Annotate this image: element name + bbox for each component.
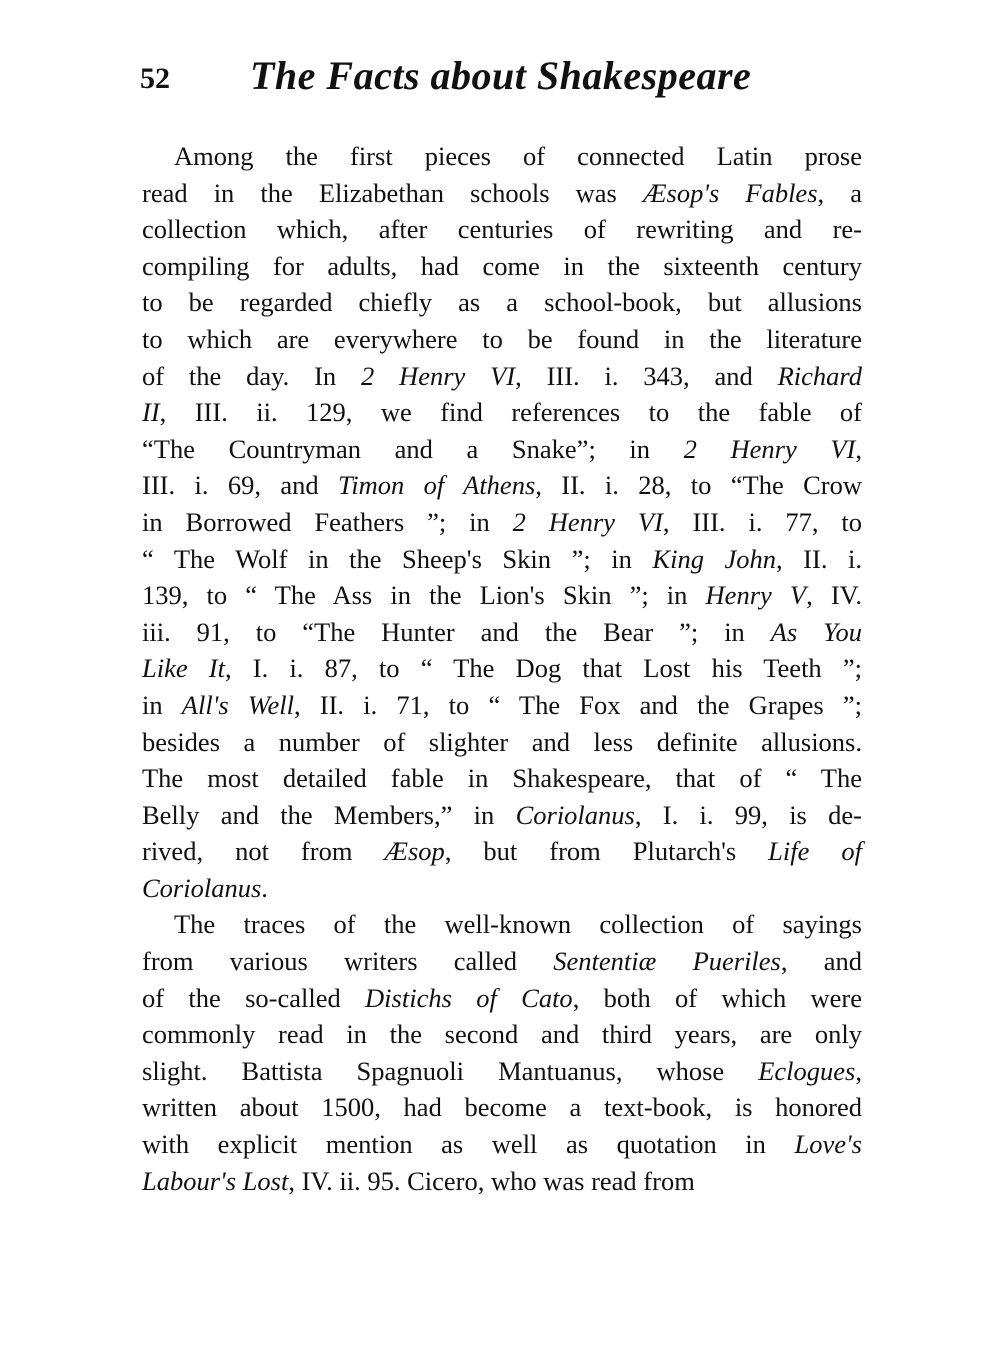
text-run: III. i. 69, and bbox=[142, 470, 338, 501]
paragraph bbox=[142, 906, 862, 1199]
italic-text: Coriolanus bbox=[515, 799, 635, 830]
italic-text: Labour's Lost bbox=[142, 1165, 289, 1196]
text-run: to which are everywhere to be found in the literature bbox=[142, 323, 862, 354]
text-run: “The Countryman and a Snake”; in bbox=[142, 433, 684, 464]
italic-text: King John bbox=[652, 543, 777, 574]
italic-text: Eclogues bbox=[758, 1055, 856, 1086]
text-line bbox=[142, 321, 862, 358]
text-run: rived, not from bbox=[142, 836, 385, 867]
text-line bbox=[142, 504, 862, 541]
body-text bbox=[142, 138, 862, 1199]
text-run: . bbox=[261, 872, 268, 903]
text-run: , III. i. 77, to bbox=[662, 506, 862, 537]
italic-text: Henry V bbox=[705, 580, 807, 611]
text-line bbox=[142, 467, 862, 504]
italic-text: 2 Henry VI bbox=[683, 433, 856, 464]
text-run: from various writers called bbox=[142, 946, 554, 977]
italic-text: Coriolanus bbox=[142, 872, 262, 903]
text-line bbox=[142, 1163, 862, 1200]
text-run: , I. i. 87, to “ The Dog that Lost his Teeth ”; bbox=[225, 653, 862, 684]
running-title: The Facts about Shakespeare bbox=[250, 53, 752, 98]
text-line bbox=[142, 724, 862, 761]
text-run: The traces of the well-known collection of sayings bbox=[174, 909, 862, 940]
text-line bbox=[142, 906, 862, 943]
text-run: , and bbox=[780, 946, 862, 977]
page-number: 52 bbox=[140, 62, 170, 95]
text-run: besides a number of slighter and less definite allusions. bbox=[142, 726, 862, 757]
text-line bbox=[142, 138, 862, 175]
italic-text: 2 Henry VI bbox=[512, 506, 663, 537]
text-run: , both of which were bbox=[572, 982, 862, 1013]
text-run: collection which, after centuries of rewriting and re- bbox=[142, 214, 862, 245]
text-line bbox=[142, 943, 862, 980]
text-line bbox=[142, 541, 862, 578]
text-line bbox=[142, 980, 862, 1017]
text-line bbox=[142, 870, 862, 907]
text-run: , II. i. 28, to “The Crow bbox=[535, 470, 862, 501]
text-line bbox=[142, 431, 862, 468]
italic-text: II bbox=[142, 397, 160, 428]
text-run: , III. ii. 129, we find references to the fable of bbox=[159, 397, 862, 428]
text-run: written about 1500, had become a text-book, is honored bbox=[142, 1092, 862, 1123]
text-run: Belly and the Members,” in bbox=[142, 799, 516, 830]
italic-text: Love's bbox=[794, 1129, 862, 1160]
italic-text: 2 Henry VI bbox=[360, 360, 516, 391]
text-line bbox=[142, 760, 862, 797]
text-line bbox=[142, 1053, 862, 1090]
text-run: slight. Battista Spagnuoli Mantuanus, whose bbox=[142, 1055, 759, 1086]
text-run: , but from Plutarch's bbox=[444, 836, 769, 867]
italic-text: Like It bbox=[142, 653, 225, 684]
text-line bbox=[142, 797, 862, 834]
text-line bbox=[142, 1016, 862, 1053]
text-line bbox=[142, 687, 862, 724]
text-line bbox=[142, 175, 862, 212]
text-run: , II. i. bbox=[776, 543, 862, 574]
text-line bbox=[142, 284, 862, 321]
text-run: , I. i. 99, is de- bbox=[634, 799, 862, 830]
text-line bbox=[142, 577, 862, 614]
text-run: , III. i. 343, and bbox=[515, 360, 778, 391]
italic-text: Sententiæ Pueriles bbox=[553, 946, 781, 977]
text-run: of the day. In bbox=[142, 360, 361, 391]
paragraph bbox=[142, 138, 862, 906]
text-line bbox=[142, 248, 862, 285]
text-line bbox=[142, 833, 862, 870]
text-run: 139, to “ The Ass in the Lion's Skin ”; in bbox=[142, 580, 706, 611]
italic-text: Distichs of Cato bbox=[365, 982, 573, 1013]
text-line bbox=[142, 394, 862, 431]
text-run: , a bbox=[817, 177, 862, 208]
italic-text: Richard bbox=[777, 360, 862, 391]
text-run: Among the first pieces of connected Latin prose bbox=[174, 141, 862, 171]
text-line bbox=[142, 211, 862, 248]
italic-text: Timon of Athens bbox=[337, 470, 536, 501]
text-run: The most detailed fable in Shakespeare, that of “ The bbox=[142, 763, 862, 794]
text-run: to be regarded chiefly as a school-book, but allusions bbox=[142, 287, 862, 318]
text-line bbox=[142, 358, 862, 395]
text-run: of the so-called bbox=[142, 982, 366, 1013]
text-run: , IV. bbox=[806, 580, 862, 611]
text-run: iii. 91, to “The Hunter and the Bear ”; in bbox=[142, 616, 771, 647]
text-run: , II. i. 71, to “ The Fox and the Grapes ”; bbox=[293, 689, 862, 720]
text-line bbox=[142, 1089, 862, 1126]
text-line bbox=[142, 614, 862, 651]
italic-text: Æsop's Fables bbox=[642, 177, 818, 208]
text-line bbox=[142, 650, 862, 687]
italic-text: Life of bbox=[768, 836, 862, 867]
text-run: , bbox=[855, 433, 862, 464]
text-run: with explicit mention as well as quotation in bbox=[142, 1129, 795, 1160]
text-line bbox=[142, 1126, 862, 1163]
text-run: commonly read in the second and third years, are only bbox=[142, 1019, 862, 1050]
text-run: , bbox=[855, 1055, 862, 1086]
text-run: , IV. ii. 95. Cicero, who was read from bbox=[288, 1165, 695, 1196]
italic-text: Æsop bbox=[384, 836, 445, 867]
text-run: compiling for adults, had come in the sixteenth century bbox=[142, 250, 862, 281]
text-run: “ The Wolf in the Sheep's Skin ”; in bbox=[142, 543, 653, 574]
page-header bbox=[140, 52, 860, 102]
italic-text: All's Well bbox=[181, 689, 294, 720]
text-run: in Borrowed Feathers ”; in bbox=[142, 506, 513, 537]
text-run: read in the Elizabethan schools was bbox=[142, 177, 643, 208]
text-run: in bbox=[142, 689, 182, 720]
italic-text: As You bbox=[770, 616, 862, 647]
